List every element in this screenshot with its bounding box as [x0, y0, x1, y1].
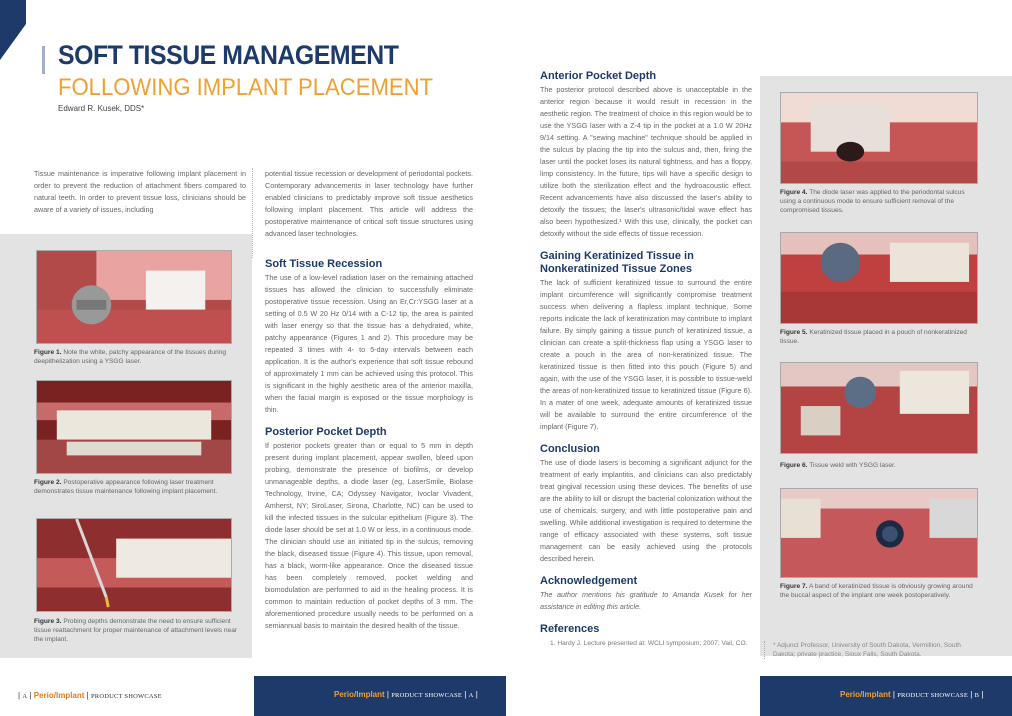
footer-left: | A | Perio/Implant | PRODUCT SHOWCASE — [18, 691, 162, 700]
figure-2-caption: Figure 2. Postoperative appearance following laser treatment demonstrates tissue maintenance following implant placement. — [34, 479, 218, 495]
column-3-body — [540, 70, 752, 647]
posterior-body: If posterior pockets greater than or equal to 5 mm in depth present during implant placement, appear swollen, bleed upon probing, demonstrate the presence of biofilms, or develop unmanageable depths, a diode laser (eg, LaserSmile, Biolase Technology, Irvine, CA; Odyssey Navigator, Ivoclar Vivadent, Amherst, NY; SiroLaser, Sirona, Charlotte, NC) can be used to kill the infected tissues in the sulcular epithelium (Figure 3). The diode laser should be set at 1.0 W or less, in a continuous mode. The clinician should use an initiated tip in the sulcus, removing the black, diseased tissue (Figure 4). This tissue, upon removal, has a black, worm-like appearance. Once the diseased tissue has been completely removed, pocket welding and biomodulation are performed to aid in the healing process. It is common to maintain reduction of pocket depths of 3 mm. The aforementioned procedure usually needs to be performed on a semiannual basis to maintain the desired health of the tissue. — [265, 441, 473, 630]
figure-6-photo — [780, 362, 978, 454]
figure-1-caption: Figure 1. Note the white, patchy appearance of the tissues during deepithelization using a YSGG laser. — [34, 349, 227, 365]
heading-acknowledgement: Acknowledgement — [540, 575, 638, 587]
heading-anterior-pocket-depth: Anterior Pocket Depth — [540, 70, 657, 82]
heading-keratinized-tissue: Gaining Keratinized Tissue in Nonkeratinized Tissue Zones — [540, 250, 694, 275]
figure-7-photo — [780, 488, 978, 578]
heading-references: References — [540, 623, 600, 635]
intro-continued: potential tissue recession or development of periodontal pockets. Contemporary advancements in laser technology have further enabled clinicians to predictably improve soft tissue aesthetics following implant placement. This article will address the postoperative maintenance of critical soft tissue structures using advanced laser technologies. — [265, 169, 473, 238]
figure-5-photo — [780, 232, 978, 324]
anterior-body: The posterior protocol described above is unacceptable in the anterior region because it would result in recession in the aesthetic region. The treatment of choice in this region would be to use the YSGG laser with a Z-4 tip in the pocket at a 1.0 W 20Hz 9/14 setting. A "sewing machine" technique should be applied in the sulcus by placing the tip into the sulcus and, then, firing the laser until the pocket loses its natural tightness, and has a floppy, limp consistency. In the future, tips will have a specific design to utilize both the sterilization effect and the hydroacoustic effect. Recent advancements have also discussed the laser's ability to detoxify the tissues; the laser's ultrasonic/tidal wave effect has also been hypothesized.¹ With this use, clinically, the pocket can detoxify without the side effects of tissue recession. — [540, 85, 752, 238]
reference-1: 1. Hardy J. Lecture presented at: WCLI symposium; 2007; Vail, CO. — [550, 640, 748, 647]
column-2-body — [265, 258, 473, 632]
figure-1-photo — [36, 250, 232, 344]
title-accent-bar — [42, 46, 45, 74]
keratinized-body: The lack of sufficient keratinized tissue to surround the entire implant circumference will significantly compromise treatment success when delivering a flapless implant technique. Some reports indicate the lack of keratinization may contribute to implant failure. By simply gaining a tissue punch of keratinized tissue, a clinician can create a split-thickness flap using a YSGG laser to create a pouch in the area of non-keratinized tissue. The keratinized tissue is then fitted into this pouch (Figure 5) and again, with the use of the YSGG laser, it is possible to tissue-weld the areas of non-keratinized tissue to keratinized tissue (Figure 6). In a mater of one week, adequate amounts of keratinized tissue will be available to surround the entire circumference of the implant (Figure 7). — [540, 278, 752, 431]
conclusion-body: The use of diode lasers is becoming a significant adjunct for the treatment of early implantitis, and clinicians can also predictably treat gingival recession using these devices. The benefits of use are the ability to kill or disrupt the bacterial colonization without the use of chemicals, surgery, and with little postoperative pain and swelling. While additional investigation is required to determine the range of efficacy associated with these systems, soft tissue management can be easily achieved using the protocols described herein. — [540, 458, 752, 563]
article-title: SOFT TISSUE MANAGEMENT — [58, 40, 399, 70]
article-subtitle: FOLLOWING IMPLANT PLACEMENT — [58, 74, 434, 101]
author-byline: Edward R. Kusek, DDS* — [58, 104, 145, 113]
footer-bar-right: Perio/Implant | PRODUCT SHOWCASE | B | — [760, 676, 1012, 716]
recession-body: The use of a low-level radiation laser on the remaining attached tissues has allowed the clinician to successfully eliminate postoperative tissue recession. Using an Er,Cr:YSGG laser at a setting of 0.5 W 20 Hz 0/14 with a C-12 tip, the area is painted with laser energy so that the tissue has a dehydrated, white, patchy appearance (Figures 1 and 2). This procedure may be repeated 3 times with 4- to 5-day intervals between each application. It is the author's experience that soft tissue rebound of approximately 1 mm can be achieved using this protocol. This is significant in the highly aesthetic area of the anterior maxilla, when the facial margin is exposed or the tissue morphology is thin. — [265, 273, 473, 414]
intro-paragraph: Tissue maintenance is imperative following implant placement in order to prevent the reduction of attachment fibers compared to natural teeth. In order to prevent tissue loss, clinicians should be aware of a variety of issues, including — [34, 169, 246, 214]
heading-conclusion: Conclusion — [540, 443, 600, 455]
heading-soft-tissue-recession: Soft Tissue Recession — [265, 258, 383, 270]
figure-3-photo — [36, 518, 232, 612]
figure-4-photo — [780, 92, 978, 184]
author-footnote: * Adjunct Professor, University of South Dakota, Vermillion, South Dakota; private practice, Sioux Falls, South Dakota. — [764, 641, 984, 659]
heading-posterior-pocket-depth: Posterior Pocket Depth — [265, 426, 387, 438]
corner-tab — [0, 0, 26, 60]
right-page — [506, 0, 1012, 716]
figure-2-photo — [36, 380, 232, 474]
column-divider — [252, 168, 253, 258]
acknowledgement-body: The author mentions his gratitude to Amanda Kusek for her assistance in editing this article. — [540, 590, 752, 611]
footer-bar-left: Perio/Implant | PRODUCT SHOWCASE | A | — [254, 676, 506, 716]
figure-5-caption: Figure 5. Keratinized tissue placed in a pouch of nonkeratinized tissue. — [780, 329, 967, 345]
figure-7-caption: Figure 7. A band of keratinized tissue is obviously growing around the buccal aspect of the implant one week postoperatively. — [780, 583, 973, 599]
figure-4-caption: Figure 4. The diode laser was applied to the periodontal sulcus using a continuous mode to ensure sufficient removal of the compromised tissues. — [780, 189, 965, 214]
figure-6-caption: Figure 6. Tissue weld with YSGG laser. — [780, 462, 896, 469]
figure-3-caption: Figure 3. Probing depths demonstrate the need to ensure sufficient tissue reattachment for proper maintenance of attachment levels near the implant. — [34, 618, 238, 643]
